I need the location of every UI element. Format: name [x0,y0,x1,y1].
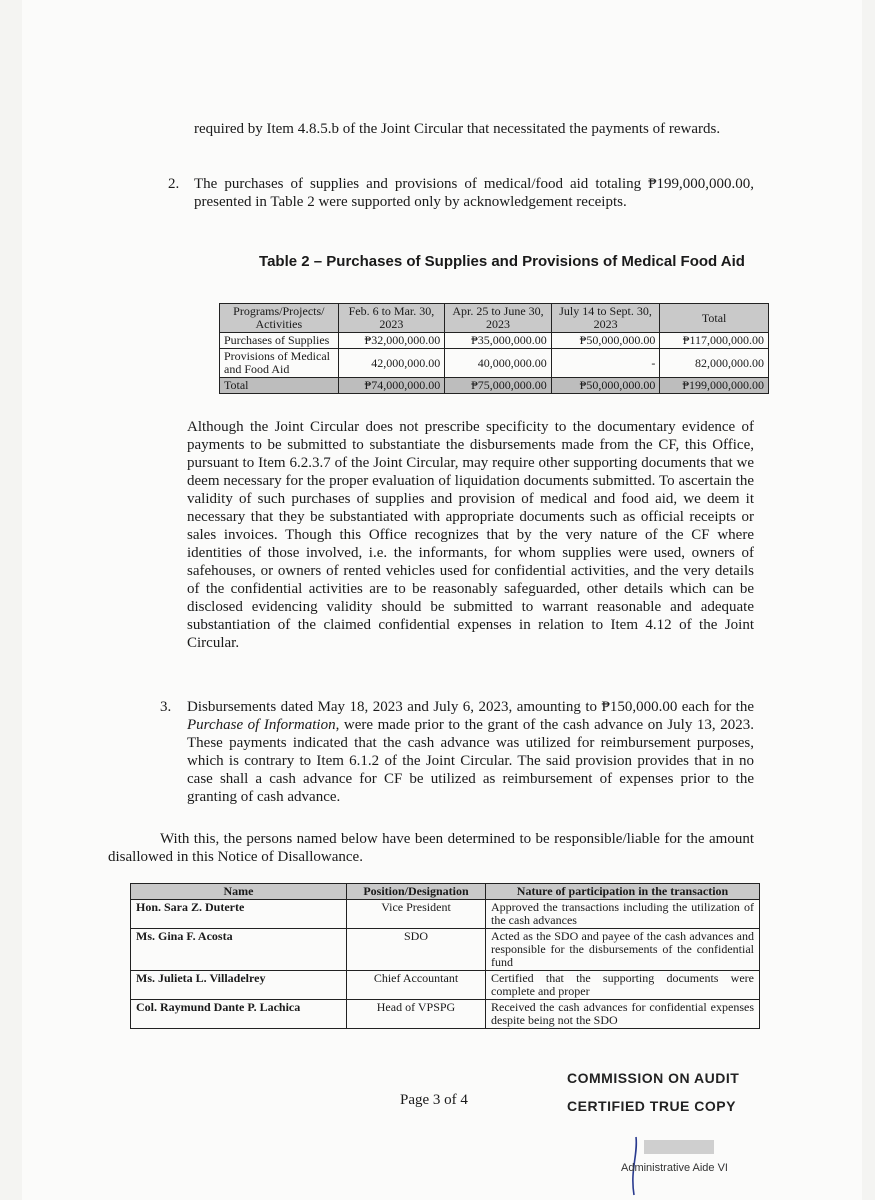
item2-number: 2. [168,176,180,192]
persons-header: Position/Designation [347,884,486,900]
table-cell: ₱50,000,000.00 [551,333,660,349]
item3-text-part: , were made prior to the grant of the cash advance on July 13, 2023. These payments indicated that the cash advance was utilized for reimbursement purposes, which is contrary to Item 6.1.2 of the Joint Circular. The said provision provides that in no case shall a cash advance for CF be utilized as reimbursement of expenses prior to the granting of cash advance. [187,717,754,805]
table2-header-row [220,304,769,333]
table-cell: ₱199,000,000.00 [660,378,769,394]
stamp-line-1: COMMISSION ON AUDIT [567,1070,740,1086]
person-name: Ms. Gina F. Acosta [131,929,347,971]
person-name: Ms. Julieta L. Villadelrey [131,971,347,1000]
person-participation: Approved the transactions including the utilization of the cash advances [486,900,760,929]
table2-header: July 14 to Sept. 30, 2023 [551,304,660,333]
item3-text-part: Disbursements dated May 18, 2023 and July 6, 2023, amounting to ₱150,000.00 each for the [187,699,754,715]
table-row [220,349,769,378]
document-page [22,0,862,1200]
persons-header-row [131,884,760,900]
table2-header: Programs/Projects/ Activities [220,304,339,333]
item3-italic: Purchase of Information [187,717,336,733]
table-cell: 82,000,000.00 [660,349,769,378]
table2-header: Total [660,304,769,333]
table-cell: 40,000,000.00 [445,349,552,378]
table-cell: ₱117,000,000.00 [660,333,769,349]
table-cell: ₱74,000,000.00 [338,378,445,394]
table-row [220,378,769,394]
table-cell: ₱32,000,000.00 [338,333,445,349]
person-position: Vice President [347,900,486,929]
table-row [131,900,760,929]
table-cell: Total [220,378,339,394]
table-cell: ₱50,000,000.00 [551,378,660,394]
table-row [131,929,760,971]
table2-header: Apr. 25 to June 30, 2023 [445,304,552,333]
table-row [220,333,769,349]
table2-header: Feb. 6 to Mar. 30, 2023 [338,304,445,333]
persons-header: Name [131,884,347,900]
table-row [131,971,760,1000]
signatory-title: Administrative Aide VI [621,1162,728,1174]
table-cell: - [551,349,660,378]
table-row [131,1000,760,1029]
table-cell: 42,000,000.00 [338,349,445,378]
persons-intro: With this, the persons named below have been determined to be responsible/liable for the amount disallowed in this Notice of Disallowance. [108,831,754,865]
table-cell: ₱35,000,000.00 [445,333,552,349]
table-cell: ₱75,000,000.00 [445,378,552,394]
intro-text: required by Item 4.8.5.b of the Joint Circular that necessitated the payments of rewards. [194,121,721,137]
paragraph-after-table: Although the Joint Circular does not prescribe specificity to the documentary evidence of payments to be submitted to substantiate the disbursements made from the CF, this Office, pursuant to Item 6.2.3.7 of the Joint Circular, may require other supporting documents that we deem necessary for the proper evaluation of liquidation documents submitted. To ascertain the validity of such purchases of supplies and provision of medical and food aid, we deem it necessary that they be substantiated with appropriate documents such as official receipts or sales invoices. Though this Office recognizes that by the very nature of the CF where identities of those involved, i.e. the informants, for whom supplies were used, owners of safehouses, or owners of rented vehicles used for confidential activities, and the very details of the confidential activities are to be reasonably safeguarded, other details which can be disclosed evidencing validity should be submitted to warrant reasonable and adequate substantiation of the claimed confidential expenses in relation to Item 4.12 of the Joint Circular. [187,419,754,651]
table2-title: Table 2 – Purchases of Supplies and Provisions of Medical Food Aid [259,253,745,270]
person-position: Chief Accountant [347,971,486,1000]
person-name: Col. Raymund Dante P. Lachica [131,1000,347,1029]
table2 [219,303,769,394]
persons-table [130,883,760,1029]
table-cell: Purchases of Supplies [220,333,339,349]
person-participation: Received the cash advances for confidential expenses despite being not the SDO [486,1000,760,1029]
person-participation: Certified that the supporting documents were complete and proper [486,971,760,1000]
persons-header: Nature of participation in the transaction [486,884,760,900]
page-number: Page 3 of 4 [400,1092,468,1108]
table-cell: Provisions of Medical and Food Aid [220,349,339,378]
person-position: Head of VPSPG [347,1000,486,1029]
item3-number: 3. [160,699,172,715]
person-participation: Acted as the SDO and payee of the cash advances and responsible for the disbursements of the confidential fund [486,929,760,971]
stamp-line-2: CERTIFIED TRUE COPY [567,1098,736,1114]
item3-text [187,698,754,806]
person-position: SDO [347,929,486,971]
person-name: Hon. Sara Z. Duterte [131,900,347,929]
item2-text: The purchases of supplies and provisions of medical/food aid totaling ₱199,000,000.00, presented in Table 2 were supported only by acknowledgement receipts. [194,176,754,210]
